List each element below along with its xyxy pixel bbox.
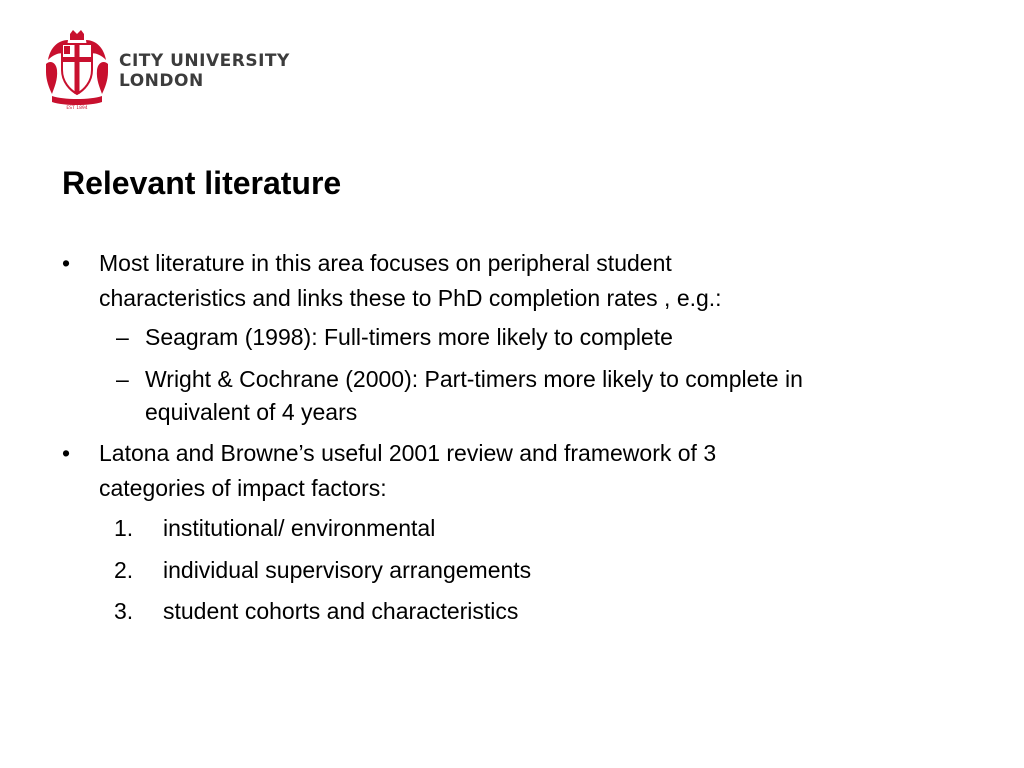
slide-title: Relevant literature (62, 165, 342, 201)
logo-line-2: LONDON (119, 71, 204, 91)
logo-line-1: CITY UNIVERSITY (119, 51, 290, 71)
sub-bullet-1-line-1: Seagram (1998): Full-timers more likely to complete (145, 324, 673, 350)
numbered-marker-3: 3. (114, 598, 134, 624)
bullet-2-line-2: categories of impact factors: (99, 475, 387, 501)
sub-bullet-marker-1: – (116, 324, 129, 350)
numbered-marker-2: 2. (114, 557, 134, 583)
numbered-item-1: institutional/ environmental (163, 515, 436, 541)
sub-bullet-marker-2: – (116, 366, 129, 392)
bullet-1-line-1: Most literature in this area focuses on peripheral student (99, 250, 672, 276)
bullet-marker-2: • (62, 440, 71, 466)
numbered-item-3: student cohorts and characteristics (163, 598, 519, 624)
numbered-item-2: individual supervisory arrangements (163, 557, 532, 583)
bullet-2-line-1: Latona and Browne’s useful 2001 review and framework of 3 (99, 440, 717, 466)
crest-est-text: EST 1894 (66, 106, 88, 110)
sub-bullet-2-line-1: Wright & Cochrane (2000): Part-timers more likely to complete in (145, 366, 803, 392)
bullet-1-line-2: characteristics and links these to PhD completion rates , e.g.: (99, 285, 722, 311)
sub-bullet-2-line-2: equivalent of 4 years (145, 399, 358, 425)
numbered-marker-1: 1. (114, 515, 134, 541)
bullet-marker-1: • (62, 250, 71, 276)
